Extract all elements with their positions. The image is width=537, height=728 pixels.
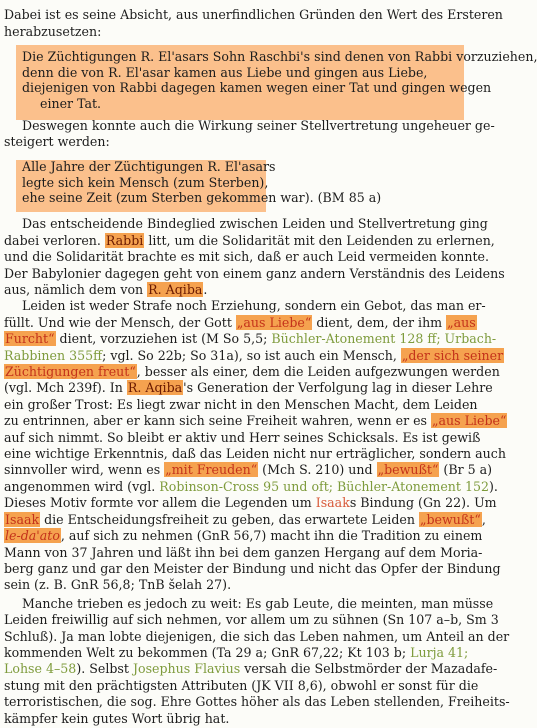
text-line [4, 693, 510, 711]
text-span: eine wichtige Erkenntnis, daß das Leiden nicht nur erträglicher, sondern auch [4, 446, 506, 461]
highlighted-span: Josephus Flavius [132, 661, 241, 676]
text-span: einer Tat. [40, 96, 102, 111]
highlighted-span: „aus [447, 315, 476, 330]
text-span: ; vgl. So 22b; So 31a), so ist auch ein Mensch, [102, 348, 401, 363]
highlighted-span: „bewußt“ [419, 512, 481, 527]
text-span: Leiden freiwillig auf sich nehmen, vor allem um zu sühnen (Sn 107 a–b, Sm 3 [4, 612, 499, 627]
text-span: füllt. Und wie der Mensch, der Gott [4, 315, 236, 330]
text-span: zu entrinnen, aber er kann sich seine Freiheit wahren, wenn er es [4, 413, 432, 428]
text-span: Das entscheidende Bindeglied zwischen Leiden und Stellvertretung ging [22, 216, 488, 231]
text-span: versah die Selbstmörder der Mazadafe- [240, 661, 498, 676]
text-span: s Bindung (Gn 22). Um [349, 495, 497, 510]
text-line [22, 297, 486, 315]
text-line [22, 215, 488, 233]
highlighted-span: „bewußt“ [377, 462, 439, 477]
text-span: dabei verloren. [4, 233, 105, 248]
highlighted-span: Rabbi [105, 233, 144, 248]
text-span: denn die von R. El'asar kamen aus Liebe und gingen aus Liebe, [22, 65, 428, 80]
text-span: Alle Jahre der Züchtigungen R. El'asars [22, 159, 276, 174]
text-span: aus, nämlich dem von [4, 282, 148, 297]
text-span: sein (z. B. GnR 56,8; TnB šelah 27). [4, 577, 232, 592]
text-span: ). Selbst [76, 661, 133, 676]
text-span: 's Generation der Verfolgung lag in dieser Lehre [183, 380, 493, 395]
text-line [4, 710, 464, 728]
text-span: diejenigen von Rabbi dagegen kamen wegen einer Tat und gingen wegen [22, 80, 492, 95]
text-line [40, 95, 464, 113]
text-span: und die Solidarität brachte es mit sich, daß er auch Leid vermeiden konnte. [4, 249, 489, 264]
text-line [4, 6, 503, 24]
text-span: stung mit den prächtigsten Attributen (JK VII 8,6), obwohl er sonst für die [4, 678, 479, 693]
text-line [4, 461, 493, 479]
text-span: auf sich nimmt. So bleibt er aktiv und Herr seines Schicksals. Es ist gewiß [4, 430, 481, 445]
text-span: ein großer Trost: Es liegt zwar nicht in den Menschen Macht, dem Leiden [4, 397, 478, 412]
text-span: Mann von 37 Jahren und läßt ihn bei dem ganzen Hergang auf dem Moria- [4, 545, 483, 560]
text-span: ehe seine Zeit (zum Sterben gekommen war). [22, 190, 314, 205]
highlighted-span: R. Aqiba [127, 380, 183, 395]
text-line [22, 189, 464, 207]
highlighted-span: „mit Freuden“ [165, 462, 258, 477]
text-line [4, 660, 498, 678]
text-span: (vgl. Mch 239f). In [4, 380, 127, 395]
text-span: dient, dem, der ihm [312, 315, 447, 330]
text-span: Der Babylonier dagegen geht von einem ganz andern Verständnis des Leidens [4, 266, 505, 281]
text-span: (Br 5 a) [439, 462, 493, 477]
text-span: . [203, 282, 208, 297]
text-span: , besser als einer, dem die Leiden aufgezwungen werden [136, 364, 500, 379]
text-span: (Mch S. 210) und [258, 462, 377, 477]
text-span: Dieses Motiv formte vor allem die Legenden um [4, 495, 316, 510]
text-line [4, 379, 493, 397]
highlighted-span: „aus Liebe“ [236, 315, 312, 330]
text-span: Manche trieben es jedoch zu weit: Es gab Leute, die meinten, man müsse [22, 596, 494, 611]
text-line [4, 494, 497, 512]
text-line [4, 527, 483, 545]
text-span: steigert werden: [4, 134, 110, 149]
text-span: kämpfer kein gutes Wort übrig hat. [4, 711, 230, 726]
text-span: sinnvoller wird, wenn es [4, 462, 165, 477]
text-span: Dabei ist es seine Absicht, aus unerfindlichen Gründen den Wert des Ersteren [4, 7, 503, 22]
highlighted-span: Büchler-Atonement 128 ff; Urbach- [271, 331, 497, 346]
highlighted-span: Züchtigungen freut“ [5, 364, 136, 379]
text-span: legte sich kein Mensch (zum Sterben), [22, 175, 269, 190]
text-span: ). [488, 479, 498, 494]
text-span: Die Züchtigungen R. El'asars Sohn Raschbi's sind denen von Rabbi vorzuziehen, [22, 49, 537, 64]
text-line [4, 576, 464, 594]
text-span: dient, vorzuziehen ist (M So 5,5; [55, 331, 272, 346]
text-line [4, 133, 464, 151]
text-span: herabzusetzen: [4, 24, 102, 39]
text-span: Schluß). Ja man lobte diejenigen, die sich das Leben nahmen, um Anteil an der [4, 629, 510, 644]
text-span: Deswegen konnte auch die Wirkung seiner Stellvertretung ungeheuer ge- [22, 118, 495, 133]
text-span: litt, um die Solidarität mit den Leidenden zu erlernen, [144, 233, 495, 248]
text-line [4, 330, 497, 348]
highlighted-span: Isaak [315, 495, 350, 510]
highlighted-span: Lurja 41; [410, 645, 469, 660]
highlighted-span: „der sich seiner [401, 348, 504, 363]
text-span: , auf sich zu nehmen (GnR 56,7) macht ihn die Tradition zu einem [60, 528, 483, 543]
text-span: terroristischen, die sog. Ehre Gottes höher als das Leben stellenden, Freiheits- [4, 694, 510, 709]
text-span: (BM 85 a) [313, 190, 382, 205]
highlighted-span: Rabbinen 355ff [4, 348, 103, 363]
highlighted-span: le-da'ato [5, 528, 60, 543]
highlighted-span: Lohse 4–58 [4, 661, 77, 676]
highlighted-span: Furcht“ [5, 331, 55, 346]
text-span: die Entscheidungsfreiheit zu geben, das erwartete Leiden [40, 512, 419, 527]
highlighted-span: Isaak [5, 512, 40, 527]
highlighted-span: Robinson-Cross 95 und oft; Büchler-Atonement 152 [159, 479, 489, 494]
text-span: kommenden Welt zu bekommen (Ta 29 a; GnR 67,22; Kt 103 b; [4, 645, 411, 660]
text-span: berg ganz und gar den Meister der Bindung und nicht das Opfer der Bindung [4, 561, 501, 576]
highlighted-span: R. Aqiba [148, 282, 203, 297]
text-line [4, 412, 507, 430]
text-span: angenommen wird (vgl. [4, 479, 160, 494]
text-span: , [481, 512, 486, 527]
text-line [4, 248, 489, 266]
text-span: Leiden ist weder Strafe noch Erziehung, sondern ein Gebot, das man er- [22, 298, 486, 313]
highlighted-span: „aus Liebe“ [432, 413, 507, 428]
text-line [4, 23, 464, 41]
text-line [4, 611, 499, 629]
